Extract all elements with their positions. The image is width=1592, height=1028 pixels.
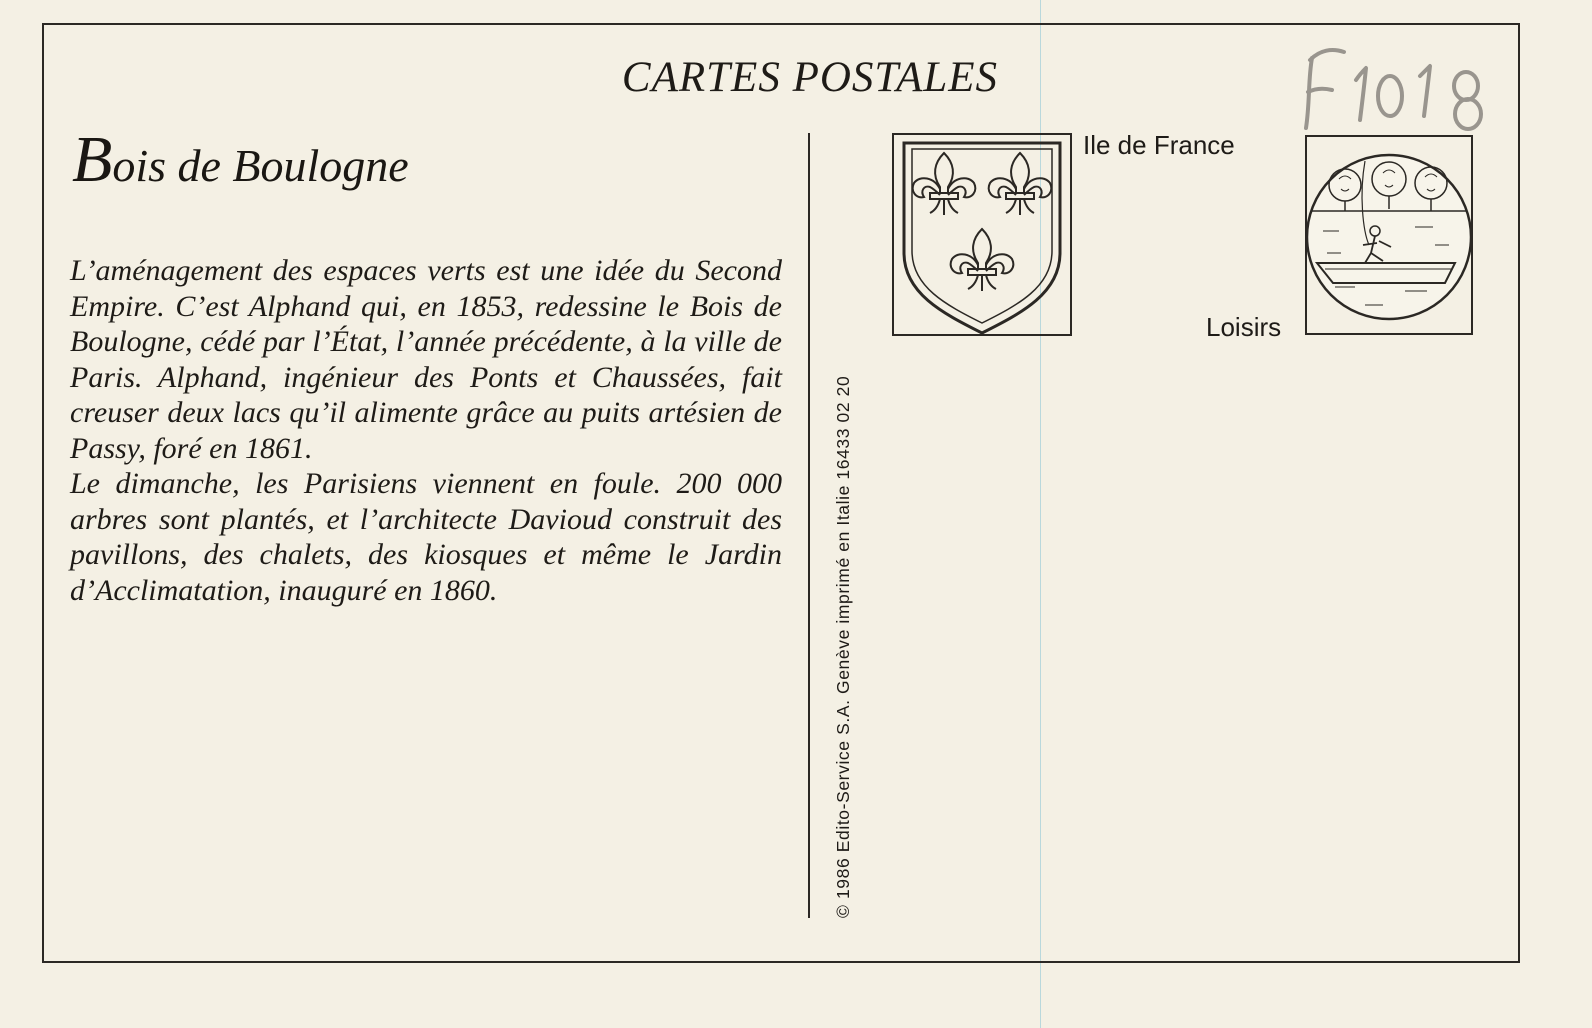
publisher-imprint: © 1986 Edito-Service S.A. Genève imprimé en Italie 16433 02 20	[833, 375, 853, 918]
boating-scene-icon	[1305, 135, 1473, 335]
center-divider	[808, 133, 810, 918]
title-initial: B	[72, 123, 113, 196]
pencil-note-icon	[1298, 40, 1498, 135]
description-text	[70, 253, 782, 608]
description-paragraph: Le dimanche, les Parisiens viennent en foule. 200 000 arbres sont plantés, et l’architecte Davioud construit des pavillons, des chalets, des kiosques et même le Jardin d’Acclimatation, inauguré en 1860.	[70, 467, 782, 607]
card-title	[72, 120, 409, 206]
region-label: Ile de France	[1083, 130, 1235, 160]
title-rest: ois de Boulogne	[112, 140, 409, 191]
theme-label: Loisirs	[1206, 312, 1282, 342]
card-header: CARTES POSTALES	[621, 54, 999, 101]
description-paragraph: L’aménagement des espaces verts est une idée du Second Empire. C’est Alphand qui, en 1853, redessine le Bois de Boulogne, cédé par l’État, l’année précédente, à la ville de Paris. Alphand, ingénieur des Ponts et Chaussées, fait creuser deux lacs qu’il alimente grâce au puits artésien de Passy, foré en 1861.	[70, 254, 782, 465]
fleur-de-lis-shield-icon	[892, 133, 1072, 336]
